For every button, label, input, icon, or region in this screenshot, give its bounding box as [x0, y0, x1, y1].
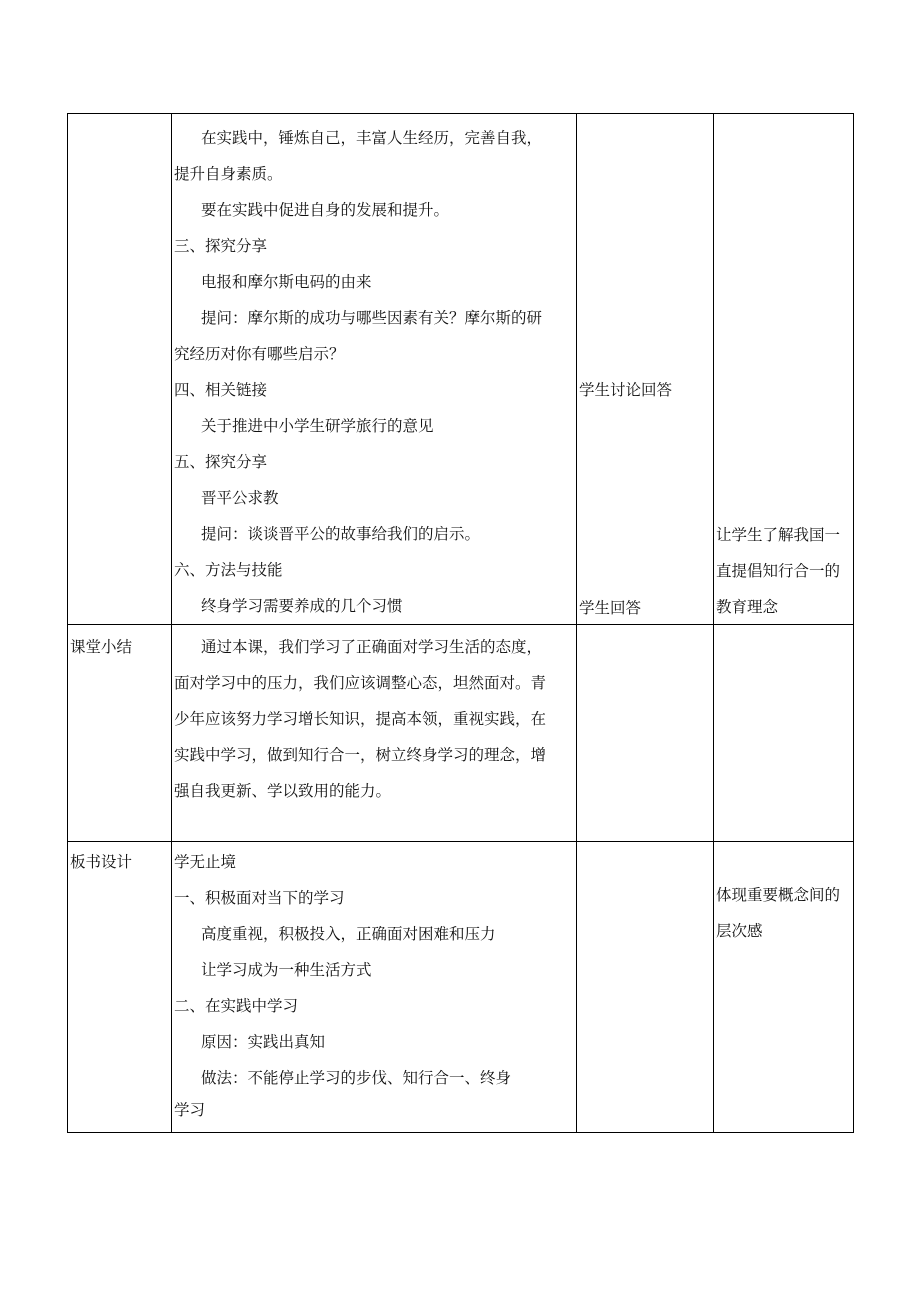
row-label-cell [68, 114, 172, 625]
student-activity-cell [577, 625, 714, 842]
lesson-plan-table [67, 113, 854, 1133]
teaching-content-cell [172, 114, 577, 625]
design-intent-cell [714, 625, 854, 842]
design-intent-cell [714, 842, 854, 1133]
design-intent-text: 体现重要概念间的 [716, 886, 841, 904]
content-line: 究经历对你有哪些启示？ [174, 345, 345, 363]
design-intent-text: 让学生了解我国一 [716, 526, 841, 544]
student-activity-text: 学生讨论回答 [579, 381, 673, 399]
table-row [68, 842, 854, 1133]
design-intent-text: 教育理念 [716, 598, 779, 616]
row-label-cell [68, 625, 172, 842]
row-label-cell [68, 842, 172, 1133]
content-line: 终身学习需要养成的几个习惯 [201, 597, 403, 615]
content-line: 面对学习中的压力，我们应该调整心态，坦然面对。青 [174, 674, 547, 692]
content-line: 五、探究分享 [174, 453, 268, 471]
content-line: 晋平公求教 [201, 489, 279, 507]
content-line: 通过本课，我们学习了正确面对学习生活的态度， [201, 638, 543, 656]
content-line: 学无止境 [174, 853, 237, 871]
content-line: 二、在实践中学习 [174, 997, 299, 1015]
row-label: 课堂小结 [70, 638, 133, 656]
design-intent-text: 层次感 [716, 922, 763, 940]
content-line: 少年应该努力学习增长知识，提高本领，重视实践，在 [174, 710, 547, 728]
content-line: 四、相关链接 [174, 381, 268, 399]
design-intent-cell [714, 114, 854, 625]
content-line: 提问：谈谈晋平公的故事给我们的启示。 [201, 525, 481, 543]
content-line: 提问：摩尔斯的成功与哪些因素有关？摩尔斯的研 [201, 309, 543, 327]
content-line: 强自我更新、学以致用的能力。 [174, 782, 392, 800]
student-activity-text: 学生回答 [579, 599, 642, 617]
student-activity-cell [577, 842, 714, 1133]
content-line: 一、积极面对当下的学习 [174, 889, 345, 907]
content-line: 提升自身素质。 [174, 165, 283, 183]
content-line: 学习 [174, 1101, 206, 1119]
teaching-content-cell [172, 625, 577, 842]
content-line: 三、探究分享 [174, 237, 268, 255]
content-line: 电报和摩尔斯电码的由来 [201, 273, 372, 291]
content-line: 实践中学习，做到知行合一，树立终身学习的理念，增 [174, 746, 547, 764]
content-line: 六、方法与技能 [174, 561, 283, 579]
content-line: 关于推进中小学生研学旅行的意见 [201, 417, 434, 435]
content-line: 做法：不能停止学习的步伐、知行合一、终身 [201, 1069, 512, 1087]
content-line: 让学习成为一种生活方式 [201, 961, 372, 979]
content-line: 在实践中，锤炼自己，丰富人生经历，完善自我， [201, 129, 543, 147]
content-line: 高度重视，积极投入，正确面对困难和压力 [201, 925, 496, 943]
row-label [68, 114, 171, 120]
content-line: 要在实践中促进自身的发展和提升。 [201, 201, 450, 219]
design-intent-text: 直提倡知行合一的 [716, 562, 841, 580]
table-row [68, 114, 854, 625]
table-row [68, 625, 854, 842]
student-activity-cell [577, 114, 714, 625]
blackboard-design-cell [172, 842, 577, 1133]
content-line: 原因：实践出真知 [201, 1033, 326, 1051]
row-label: 板书设计 [70, 853, 133, 871]
